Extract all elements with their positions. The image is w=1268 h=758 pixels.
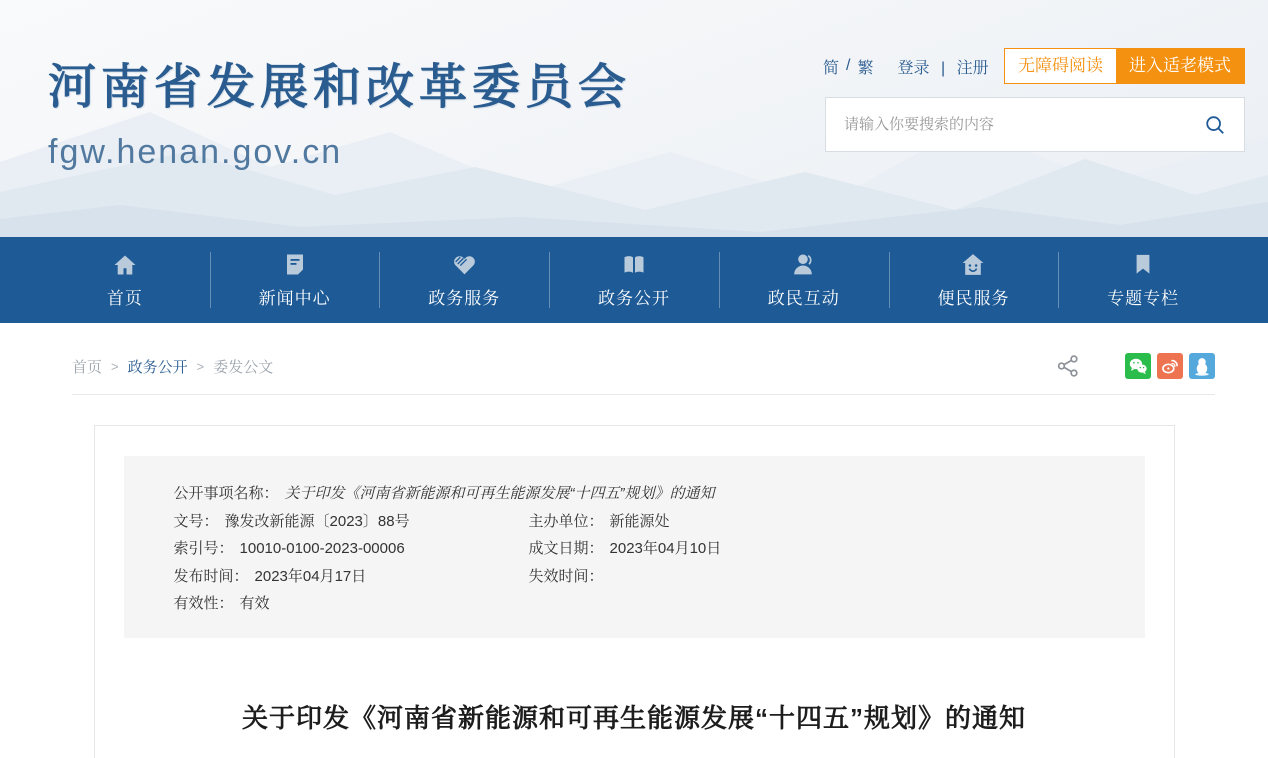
meta-label: 文号： [173, 512, 219, 530]
nav-item-services[interactable] [379, 237, 549, 323]
meta-row [174, 508, 1095, 536]
header-banner [0, 0, 1268, 237]
nav-item-interaction[interactable] [719, 237, 889, 323]
qq-icon[interactable] [1189, 353, 1215, 379]
meta-label: 发布时间： [173, 567, 249, 585]
nav-item-convenience[interactable] [889, 237, 1059, 323]
meta-label: 主办单位： [528, 512, 604, 530]
meta-row-name [174, 480, 1095, 508]
meta-row [174, 563, 1095, 591]
meta-label: 公开事项名称： [173, 485, 279, 502]
auth-separator: | [940, 59, 946, 77]
breadcrumb-disclosure[interactable]: 政务公开 [127, 358, 188, 376]
nav-item-label: 便民服务 [937, 289, 1010, 308]
search-button[interactable] [1204, 114, 1226, 136]
nav-item-label: 政务服务 [428, 289, 501, 308]
meta-value-host-unit: 新能源处 [609, 512, 670, 530]
bookmark-icon [1132, 251, 1154, 277]
site-domain: fgw.henan.gov.cn [48, 133, 343, 171]
accessibility-button-group [1004, 48, 1245, 84]
person-icon [791, 251, 816, 277]
breadcrumb-separator: > [196, 358, 205, 374]
auth-links [897, 55, 988, 78]
meta-value-issue-date: 2023年04月10日 [609, 540, 722, 557]
nav-item-label: 首页 [106, 289, 143, 308]
share-nodes-icon[interactable] [1055, 353, 1081, 379]
nav-item-disclosure[interactable] [549, 237, 719, 323]
share-toolbar [1055, 353, 1215, 379]
meta-value-doc-number: 豫发改新能源〔2023〕88号 [224, 512, 410, 530]
heart-hands-icon [451, 251, 478, 277]
site-title: 河南省发展和改革委员会 [48, 61, 632, 114]
meta-label: 成文日期： [528, 540, 604, 557]
news-document-icon [283, 251, 307, 277]
nav-item-topics[interactable] [1058, 237, 1228, 323]
search-input[interactable] [844, 116, 1204, 133]
nav-item-label: 专题专栏 [1107, 289, 1180, 308]
lang-separator: / [846, 57, 851, 74]
meta-label: 索引号： [173, 540, 234, 557]
weibo-icon[interactable] [1157, 353, 1183, 379]
lang-simplified-link[interactable]: 简 [823, 59, 840, 77]
elder-mode-button[interactable]: 进入适老模式 [1116, 49, 1244, 83]
search-box [825, 97, 1245, 152]
breadcrumb-bar [72, 323, 1215, 395]
wechat-icon[interactable] [1125, 353, 1151, 379]
house-smile-icon [960, 251, 986, 277]
breadcrumb [72, 356, 273, 377]
meta-value-name: 关于印发《河南省新能源和可再生能源发展“十四五”规划》的通知 [284, 485, 715, 502]
document-meta-box [124, 456, 1145, 638]
magnifier-icon [1204, 114, 1226, 136]
nav-item-news[interactable] [210, 237, 380, 323]
meta-value-validity: 有效 [239, 595, 270, 612]
lang-traditional-link[interactable]: 繁 [857, 59, 874, 77]
nav-item-label: 政民互动 [767, 289, 840, 308]
meta-value-index-number: 10010-0100-2023-00006 [239, 540, 405, 557]
meta-label: 失效时间： [528, 567, 604, 585]
article-title: 关于印发《河南省新能源和可再生能源发展“十四五”规划》的通知 [241, 702, 1026, 733]
nav-item-home[interactable] [40, 237, 210, 323]
breadcrumb-current: 委发公文 [213, 358, 274, 376]
header-utilities [823, 48, 1245, 84]
nav-item-label: 政务公开 [598, 289, 671, 308]
nav-item-label: 新闻中心 [258, 289, 331, 308]
breadcrumb-home[interactable]: 首页 [72, 358, 103, 376]
document-card [94, 425, 1175, 758]
register-link[interactable]: 注册 [956, 59, 989, 77]
accessibility-reading-button[interactable]: 无障碍阅读 [1005, 49, 1116, 83]
meta-row [174, 590, 1095, 618]
utility-links-row [823, 48, 1245, 84]
meta-label: 有效性： [173, 595, 234, 612]
login-link[interactable]: 登录 [897, 59, 930, 77]
meta-row [174, 535, 1095, 563]
main-nav [0, 237, 1268, 323]
breadcrumb-separator: > [111, 358, 119, 374]
home-icon [112, 251, 138, 277]
site-logo[interactable] [48, 48, 631, 172]
meta-value-publish-date: 2023年04月17日 [254, 567, 367, 585]
open-book-icon [620, 251, 648, 277]
